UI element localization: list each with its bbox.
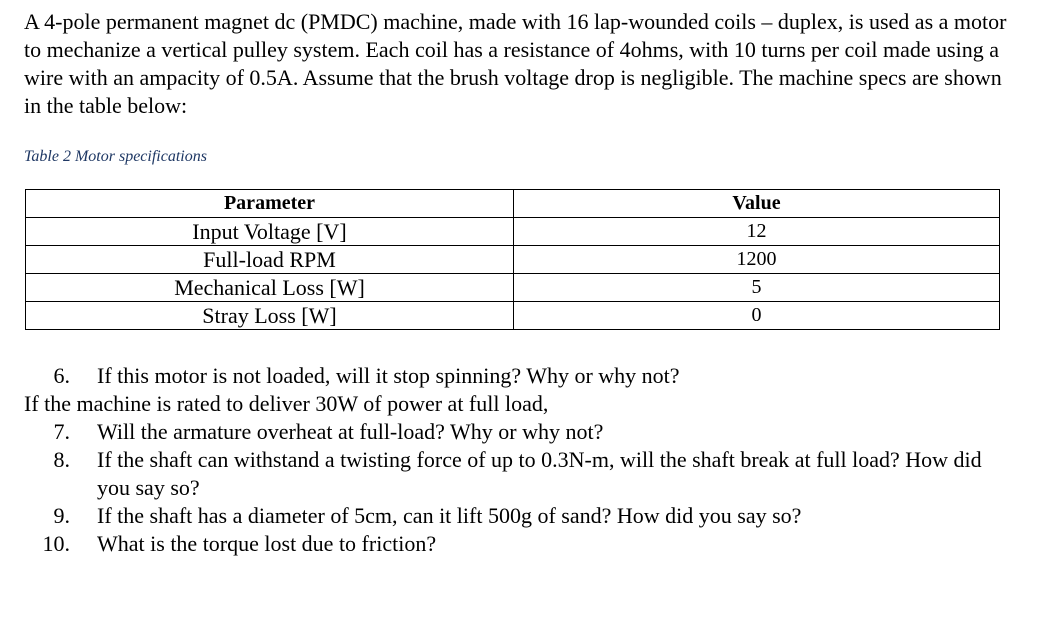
- header-value: Value: [514, 190, 1000, 218]
- question-text: If this motor is not loaded, will it stop spinning? Why or why not?: [97, 363, 680, 388]
- value-cell: 0: [514, 302, 1000, 330]
- table-row: [26, 218, 1000, 246]
- question-text: If the shaft has a diameter of 5cm, can it lift 500g of sand? How did you say so?: [97, 503, 802, 528]
- question-number: 8.: [53, 447, 70, 472]
- question-6: [24, 362, 1014, 390]
- question-7: [24, 418, 1014, 446]
- value-cell: 5: [514, 274, 1000, 302]
- question-number: 6.: [53, 363, 70, 388]
- question-text: Will the armature overheat at full-load? Why or why not?: [97, 419, 604, 444]
- table-row: [26, 274, 1000, 302]
- table-row: [26, 302, 1000, 330]
- question-8: [24, 446, 1014, 502]
- table-header-row: [26, 190, 1000, 218]
- question-number: 10.: [42, 531, 70, 556]
- question-list: [24, 362, 1014, 558]
- question-text: If the shaft can withstand a twisting force of up to 0.3N-m, will the shaft break at full load? How did you say so?: [97, 447, 982, 500]
- question-text: What is the torque lost due to friction?: [97, 531, 437, 556]
- motor-specs-table: [25, 189, 1000, 330]
- intro-paragraph: A 4-pole permanent magnet dc (PMDC) machine, made with 16 lap-wounded coils – duplex, is used as a motor to mechanize a vertical pulley system. Each coil has a resistance of 4ohms, with 10 turns per coil made using a wire with an ampacity of 0.5A. Assume that the brush voltage drop is negligible. The machine specs are shown in the table below:: [24, 9, 1007, 118]
- table-caption: Table 2 Motor specifications: [24, 148, 207, 165]
- question-9: [24, 502, 1014, 530]
- param-cell: Mechanical Loss [W]: [26, 274, 514, 302]
- param-cell: Input Voltage [V]: [26, 218, 514, 246]
- table-row: [26, 246, 1000, 274]
- param-cell: Stray Loss [W]: [26, 302, 514, 330]
- question-lead-in: If the machine is rated to deliver 30W of power at full load,: [24, 391, 549, 416]
- param-cell: Full-load RPM: [26, 246, 514, 274]
- question-10: [24, 530, 1014, 558]
- value-cell: 1200: [514, 246, 1000, 274]
- value-cell: 12: [514, 218, 1000, 246]
- header-parameter: Parameter: [26, 190, 514, 218]
- question-number: 9.: [53, 503, 70, 528]
- question-number: 7.: [53, 419, 70, 444]
